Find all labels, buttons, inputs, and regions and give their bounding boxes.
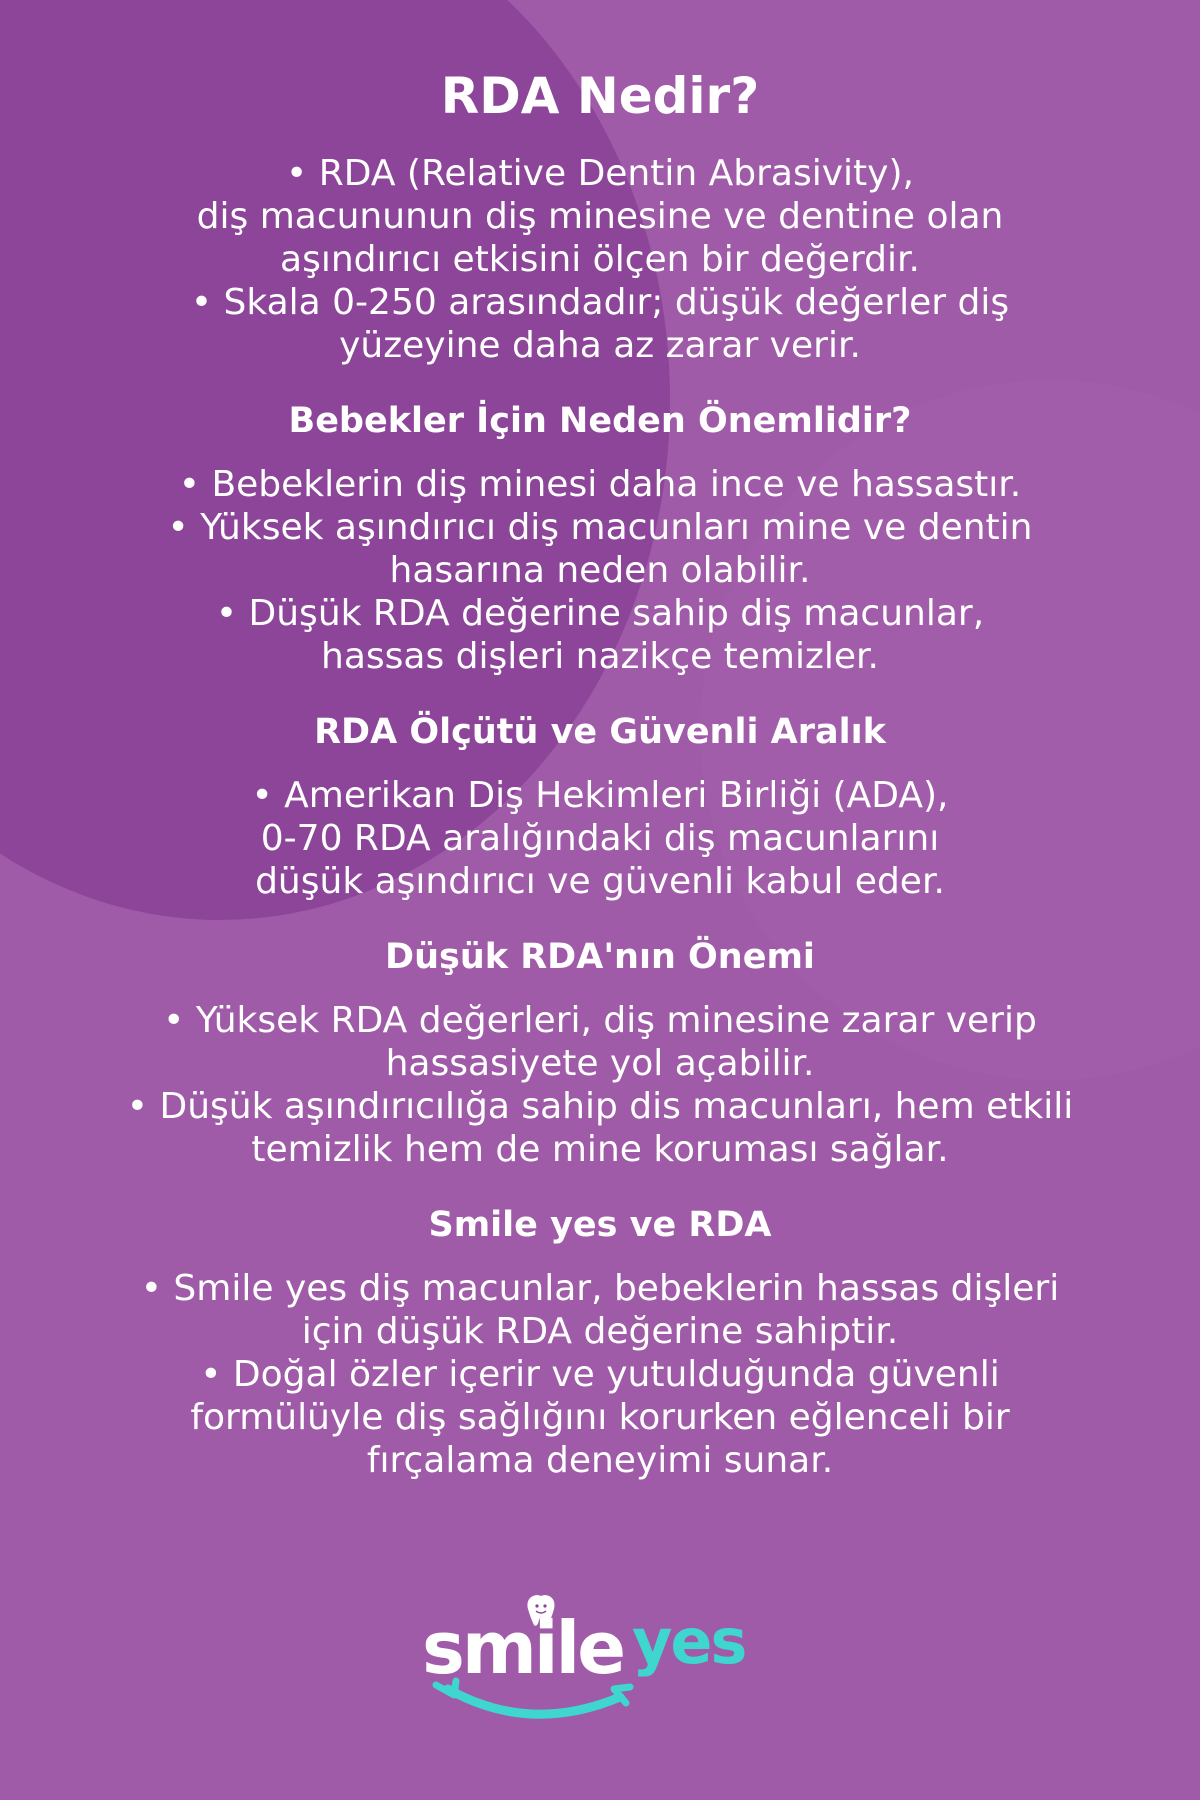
section-line: • Amerikan Diş Hekimleri Birliği (ADA), bbox=[251, 775, 949, 816]
intro-line: • RDA (Relative Dentin Abrasivity), bbox=[286, 153, 914, 194]
section-line: temizlik hem de mine koruması sağlar. bbox=[251, 1129, 949, 1170]
page-title: RDA Nedir? bbox=[440, 67, 760, 125]
section-paragraph bbox=[40, 463, 1160, 678]
section-heading: Smile yes ve RDA bbox=[428, 1205, 772, 1245]
info-card bbox=[40, 66, 1160, 1514]
section-line: • Yüksek RDA değerleri, diş minesine zarar verip bbox=[163, 1000, 1037, 1041]
section-heading: RDA Ölçütü ve Güvenli Aralık bbox=[314, 712, 886, 752]
section-smile-yes bbox=[40, 1203, 1160, 1482]
section-safe-range bbox=[40, 710, 1160, 903]
intro-line: • Skala 0-250 arasındadır; düşük değerler diş bbox=[190, 282, 1010, 323]
section-paragraph bbox=[40, 999, 1160, 1171]
intro-paragraph bbox=[40, 152, 1160, 367]
section-heading: Bebekler İçin Neden Önemlidir? bbox=[288, 401, 912, 441]
intro-line: aşındırıcı etkisini ölçen bir değerdir. bbox=[280, 239, 920, 280]
smile-arc bbox=[448, 1689, 620, 1714]
section-heading: Düşük RDA'nın Önemi bbox=[385, 937, 815, 977]
section-low-rda bbox=[40, 935, 1160, 1171]
section-line: • Yüksek aşındırıcı diş macunları mine ve dentin bbox=[167, 507, 1033, 548]
intro-line: yüzeyine daha az zarar verir. bbox=[339, 325, 861, 366]
intro-section bbox=[40, 152, 1160, 367]
section-why-important bbox=[40, 399, 1160, 678]
section-paragraph bbox=[40, 774, 1160, 903]
section-line: • Doğal özler içerir ve yutulduğunda güvenli bbox=[200, 1354, 1000, 1395]
section-line: • Düşük RDA değerine sahip diş macunlar, bbox=[215, 593, 985, 634]
intro-line: diş macununun diş minesine ve dentine olan bbox=[196, 196, 1004, 237]
section-line: 0-70 RDA aralığındaki diş macunlarını bbox=[260, 818, 940, 859]
section-line: formülüyle diş sağlığını korurken eğlenceli bir bbox=[190, 1397, 1010, 1438]
section-line: • Düşük aşındırıcılığa sahip dis macunları, hem etkili bbox=[126, 1086, 1074, 1127]
section-line: hassasiyete yol açabilir. bbox=[385, 1043, 815, 1084]
section-line: • Smile yes diş macunlar, bebeklerin hassas dişleri bbox=[140, 1268, 1060, 1309]
section-line: düşük aşındırıcı ve güvenli kabul eder. bbox=[255, 861, 945, 902]
logo-word-yes: yes bbox=[632, 1605, 746, 1678]
smileyes-logo bbox=[420, 1585, 780, 1735]
section-line: • Bebeklerin diş minesi daha ince ve hassastır. bbox=[178, 464, 1022, 505]
logo-word-smile: smile bbox=[422, 1606, 624, 1690]
section-line: fırçalama deneyimi sunar. bbox=[366, 1440, 834, 1481]
section-line: hassas dişleri nazikçe temizler. bbox=[321, 636, 879, 677]
section-paragraph bbox=[40, 1267, 1160, 1482]
logo-graphic bbox=[420, 1585, 780, 1735]
section-line: hasarına neden olabilir. bbox=[389, 550, 811, 591]
section-line: için düşük RDA değerine sahiptir. bbox=[301, 1311, 899, 1352]
